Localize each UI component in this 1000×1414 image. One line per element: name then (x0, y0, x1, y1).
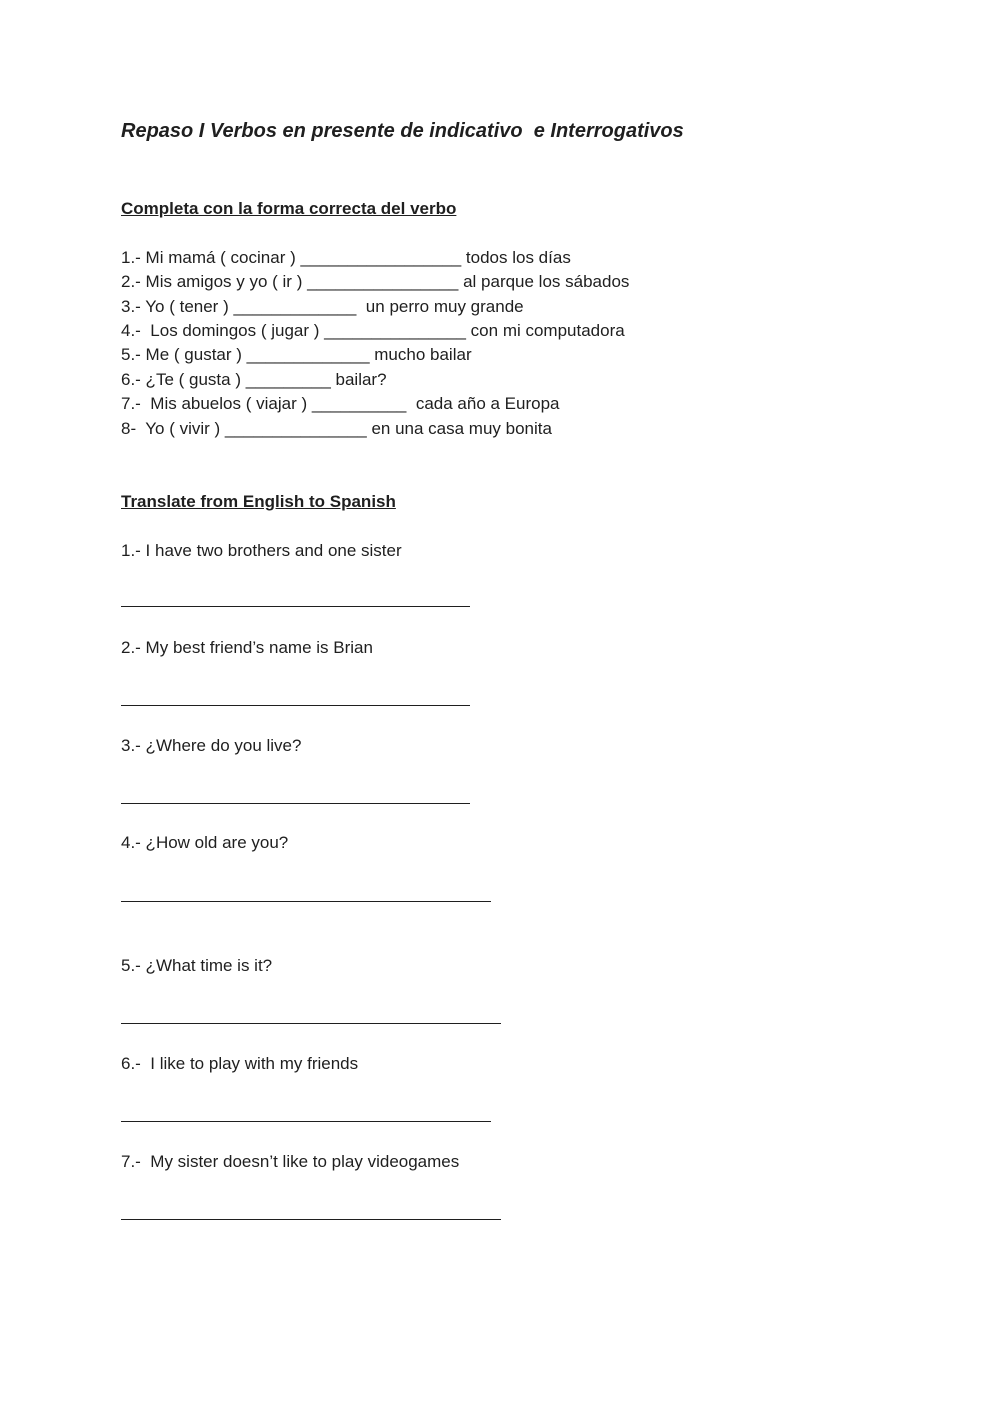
translate-answer-line-1[interactable] (121, 606, 470, 607)
translate-answer-line-7[interactable] (121, 1219, 501, 1220)
verb-exercise-7: 7.- Mis abuelos ( viajar ) __________ cada año a Europa (121, 394, 560, 413)
translate-answer-line-6[interactable] (121, 1121, 491, 1122)
translate-answer-line-4[interactable] (121, 901, 491, 902)
translate-prompt-1: 1.- I have two brothers and one sister (121, 541, 402, 560)
translate-prompt-5: 5.- ¿What time is it? (121, 956, 273, 975)
translate-answer-line-3[interactable] (121, 803, 470, 804)
section-heading-translate: Translate from English to Spanish (121, 492, 396, 511)
verb-exercise-3: 3.- Yo ( tener ) _____________ un perro muy grande (121, 297, 524, 316)
section-heading-complete-verbs: Completa con la forma correcta del verbo (121, 199, 457, 218)
translate-prompt-6: 6.- I like to play with my friends (121, 1054, 359, 1073)
translate-prompt-2: 2.- My best friend’s name is Brian (121, 638, 373, 657)
translate-answer-line-2[interactable] (121, 705, 470, 706)
verb-exercise-8: 8- Yo ( vivir ) _______________ en una casa muy bonita (121, 419, 552, 438)
translate-prompt-7: 7.- My sister doesn’t like to play videogames (121, 1152, 460, 1171)
verb-exercise-2: 2.- Mis amigos y yo ( ir ) ________________ al parque los sábados (121, 272, 630, 291)
page-title: Repaso I Verbos en presente de indicativo e Interrogativos (121, 120, 684, 142)
translate-prompt-4: 4.- ¿How old are you? (121, 833, 289, 852)
verb-exercise-6: 6.- ¿Te ( gusta ) _________ bailar? (121, 370, 387, 389)
verb-exercise-5: 5.- Me ( gustar ) _____________ mucho bailar (121, 345, 472, 364)
translate-answer-line-5[interactable] (121, 1023, 501, 1024)
verb-exercise-4: 4.- Los domingos ( jugar ) _______________ con mi computadora (121, 321, 625, 340)
verb-exercise-1: 1.- Mi mamá ( cocinar ) _________________ todos los días (121, 248, 571, 267)
translate-prompt-3: 3.- ¿Where do you live? (121, 736, 302, 755)
